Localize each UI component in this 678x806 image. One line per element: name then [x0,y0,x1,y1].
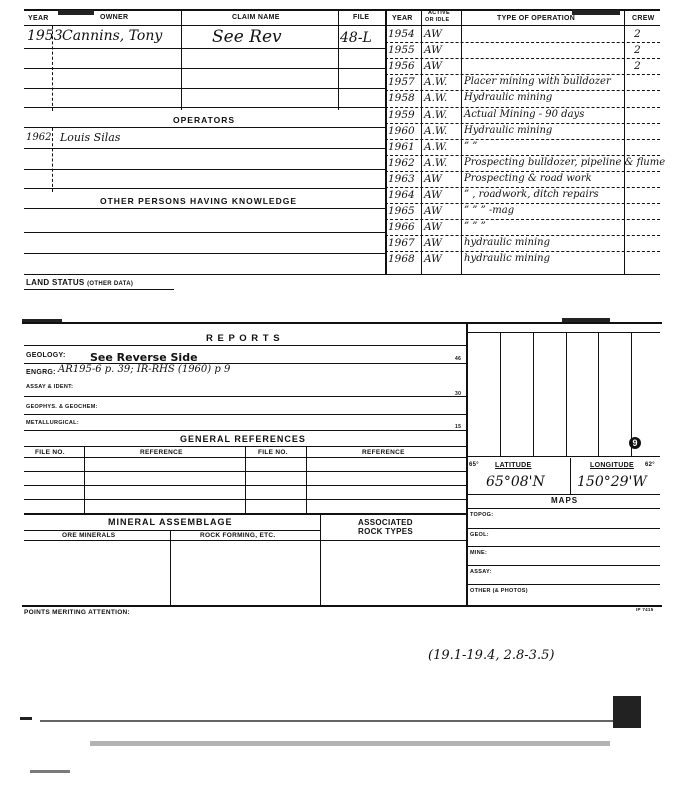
lat-corner: 65° [469,462,479,468]
row-line [24,289,174,290]
land-status-title [26,278,133,287]
mineral-assemblage-title: MINERAL ASSEMBLAGE [108,517,233,527]
activity-row-line [385,219,660,220]
scan-streak [90,741,610,746]
col-header-idle: OR IDLE [425,17,450,23]
maps-mine-label: MINE: [470,550,488,556]
maps-assay-label: ASSAY: [470,569,492,575]
row-line [24,430,466,431]
ore-minerals-header: ORE MINERALS [62,532,116,539]
col-sep [245,446,246,514]
geology-label: GEOLOGY: [26,352,66,359]
activity-operation: ” ” [464,140,478,152]
activity-row-line [385,58,660,59]
margin-number: 30 [455,391,462,397]
margin-number: 15 [455,424,462,430]
reports-top-border [22,322,662,324]
scan-streak [40,720,640,722]
header-divider [24,25,660,26]
activity-crew: 2 [634,44,641,57]
row-line [24,208,385,209]
land-status-sub: (OTHER DATA) [87,281,134,287]
activity-year: 1966 [388,221,415,234]
lon-corner: 62° [645,462,655,468]
longitude-value: 150°29'W [577,474,647,490]
top-border [24,9,660,11]
col-header-type-of-operation: TYPE OF OPERATION [497,15,576,22]
activity-year: 1967 [388,237,415,250]
col-header-crew: CREW [632,15,655,22]
col-header-owner: OWNER [100,14,129,21]
activity-operation: Prospecting & road work [464,172,592,184]
activity-operation: Hydraulic mining [464,124,553,136]
activity-status: A.W. [424,76,448,89]
activity-status: AW [424,189,442,201]
activity-status: AW [424,253,442,266]
form-number: IP 7415 [636,607,654,612]
activity-status: A.W. [424,124,448,137]
activity-crew: 2 [634,28,641,40]
engrg-label: ENGRG: [26,369,56,376]
col-header-year-2: YEAR [392,15,413,22]
col-header-claim-name: CLAIM NAME [232,14,280,21]
col-sep [170,530,171,605]
activity-row-line [385,171,660,172]
activity-operation: hydraulic mining [464,253,551,265]
col-header-year: YEAR [28,15,49,22]
activity-status: A.W. [424,156,448,169]
col-sep [306,446,307,514]
reports-title: R E P O R T S [206,333,281,344]
geology-value: See Reverse Side [90,351,198,364]
ref-reference-2-header: REFERENCE [362,449,405,456]
activity-status: A.W. [424,108,448,121]
activity-row-line [385,203,660,204]
activity-year: 1954 [388,28,415,40]
rock-types-label: ROCK TYPES [358,527,414,536]
section-border [22,605,662,607]
other-persons-title: OTHER PERSONS HAVING KNOWLEDGE [100,196,298,206]
ref-file-no-2-header: FILE NO. [258,449,288,456]
activity-year: 1968 [388,253,415,266]
grid-line [598,332,599,456]
row-line [24,68,385,69]
col-sep [84,446,85,514]
engrg-value: AR195-6 p. 39; IR-RHS (1960) p 9 [58,364,231,375]
operators-title: OPERATORS [173,115,236,125]
row-line [24,107,385,108]
row-line [24,396,466,397]
row-line [466,508,660,509]
row-line [24,148,385,149]
col-sep-main [466,323,468,605]
activity-row-line [385,123,660,124]
maps-title: MAPS [551,496,579,505]
activity-row-line [385,90,660,91]
grid-line [566,332,567,456]
activity-row-line [385,74,660,75]
col-sep [320,514,321,605]
owner-year: 1953 [27,28,63,44]
general-references-title: GENERAL REFERENCES [180,434,306,444]
row-line [24,513,466,515]
activity-year: 1962 [388,156,415,169]
maps-geol-label: GEOL: [470,532,489,538]
activity-status: A.W. [424,92,448,105]
scan-smudge [572,10,620,15]
row-line [466,565,660,566]
scan-mark [20,717,32,720]
activity-row-line [385,187,660,188]
activity-year: 1958 [388,92,415,105]
claim-name: See Rev [212,27,282,47]
row-line [466,584,660,585]
ref-file-no-header: FILE NO. [35,449,65,456]
grid-line [500,332,501,456]
row-line [24,232,385,233]
row-line [24,188,385,189]
points-note: (19.1-19.4, 2.8-3.5) [428,648,555,663]
row-line [466,528,660,529]
activity-row-line [385,235,660,236]
activity-row-line [385,107,660,108]
col-header-file: FILE [353,14,370,21]
row-line [24,414,466,415]
maps-other-label: OTHER (& PHOTOS) [470,588,528,594]
activity-year: 1965 [388,205,415,218]
activity-row-line [385,42,660,43]
activity-operation: Hydraulic mining [464,92,553,104]
activity-year: 1956 [388,60,415,73]
activity-operation: ” , roadwork, ditch repairs [464,189,599,200]
activity-status: AW [424,172,442,185]
scan-blot [613,696,641,728]
activity-row-line [385,139,660,140]
maps-topog-label: TOPOG: [470,512,494,518]
row-line [24,540,466,541]
row-line [24,530,320,531]
grid-line [533,332,534,456]
col-sep [338,26,339,110]
activity-operation: Actual Mining - 90 days [464,108,585,120]
activity-operation: Placer mining with bulldozer [464,76,611,88]
grid-line [466,456,660,457]
activity-year: 1960 [388,124,415,137]
activity-status: AW [424,60,442,73]
geophys-label: GEOPHYS. & GEOCHEM: [26,404,98,410]
activity-status: A.W. [424,140,448,153]
col-sep [52,128,53,192]
activity-status: AW [424,44,442,57]
operator-name: Louis Silas [60,131,121,144]
activity-year: 1957 [388,76,415,89]
activity-year: 1963 [388,172,415,185]
activity-year: 1964 [388,189,415,201]
scan-smudge [58,10,94,15]
rock-forming-header: ROCK FORMING, ETC. [200,532,276,539]
row-line [466,494,660,495]
activity-status: AW [424,28,442,40]
owner-file: 48-L [340,30,372,46]
col-sep [181,10,182,25]
operator-year: 1962 [26,132,52,143]
points-meriting-attention-title: POINTS MERITING ATTENTION: [24,609,131,616]
owner-name: Cannins, Tony [62,28,163,44]
col-sep [181,26,182,110]
activity-status: AW [424,205,442,218]
longitude-label: LONGITUDE [590,462,634,469]
assay-label: ASSAY & IDENT: [26,384,74,390]
location-number-badge: 9 [629,437,641,449]
activity-operation: ” ” ” -mag [464,205,515,217]
activity-operation: hydraulic mining [464,237,551,249]
row-line [466,546,660,547]
latitude-value: 65°08'N [486,474,545,490]
metallurgical-label: METALLURGICAL: [26,420,79,426]
col-sep [338,10,339,25]
activity-row-line [385,155,660,156]
ref-reference-header: REFERENCE [140,449,183,456]
row-line [24,48,385,49]
latitude-label: LATITUDE [495,462,532,469]
associated-label: ASSOCIATED [358,518,413,527]
col-sep [570,458,571,494]
land-status-label: LAND STATUS [26,278,85,287]
col-header-active: ACTIVE [428,10,450,16]
row-line [24,169,385,170]
scan-smudge [562,318,610,322]
row-line [24,127,385,128]
scan-streak [30,770,70,773]
activity-year: 1959 [388,108,415,121]
activity-crew: 2 [634,60,641,73]
row-line [24,88,385,89]
activity-year: 1961 [388,140,415,153]
activity-operation: ” ” ” [464,221,486,233]
activity-year: 1955 [388,44,415,57]
activity-operation: Prospecting bulldozer, pipeline & flume [464,156,666,168]
row-line [24,274,660,275]
row-line [24,253,385,254]
activity-status: AW [424,237,442,250]
activity-row-line [385,251,660,252]
row-line [24,345,466,346]
activity-status: AW [424,221,442,234]
margin-number: 46 [455,356,462,362]
